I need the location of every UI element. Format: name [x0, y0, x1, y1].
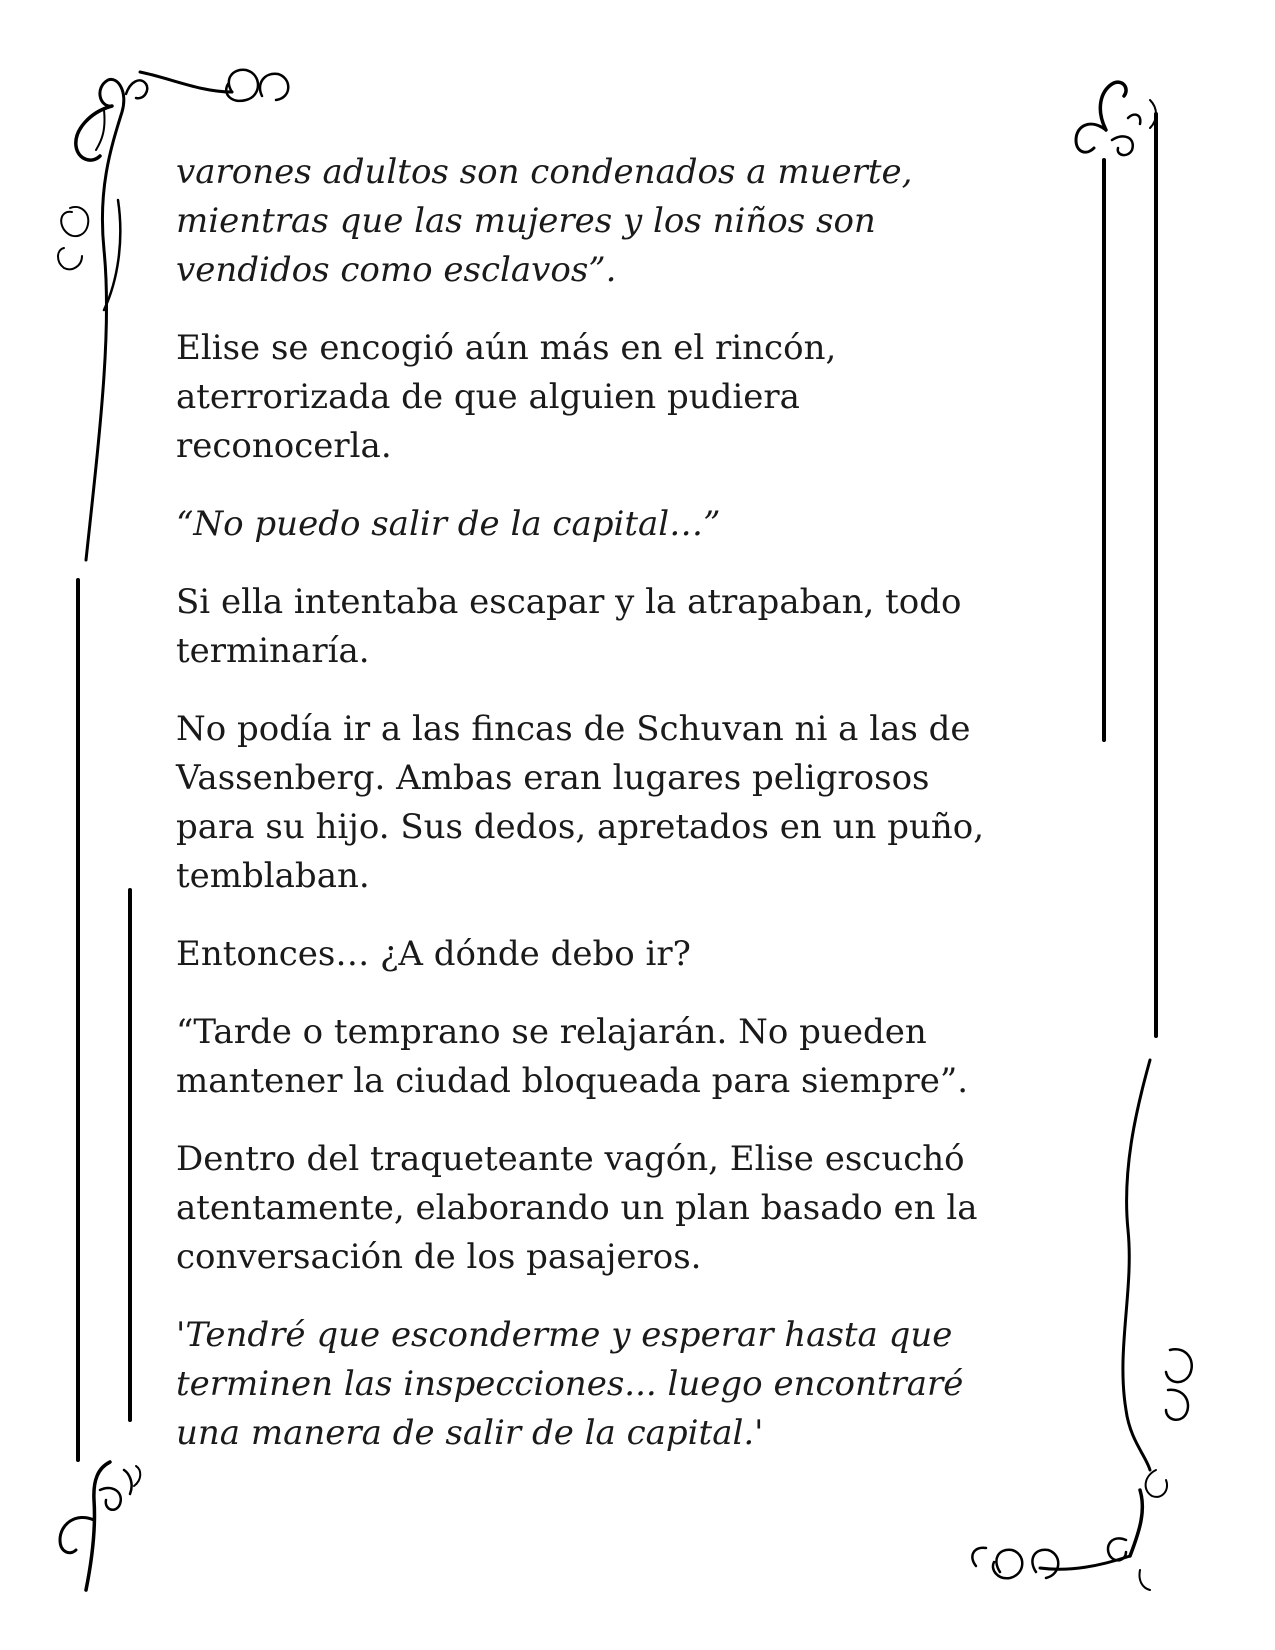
text-line: vendidos como esclavos”. — [176, 250, 617, 290]
text-line: una manera de salir de la capital.' — [176, 1413, 764, 1453]
text-line: terminen las inspecciones... luego encontraré — [176, 1364, 964, 1404]
text-line: “No puedo salir de la capital…” — [176, 504, 721, 544]
paragraph — [176, 1135, 1076, 1282]
text-line: temblaban. — [176, 856, 370, 896]
text-line: No podía ir a las fincas de Schuvan ni a las de — [176, 709, 971, 749]
text-line: reconocerla. — [176, 426, 392, 466]
paragraph — [176, 930, 1076, 979]
text-line: para su hijo. Sus dedos, apretados en un puño, — [176, 807, 985, 847]
text-line: mantener la ciudad bloqueada para siempre”. — [176, 1061, 969, 1101]
text-line: conversación de los pasajeros. — [176, 1237, 702, 1277]
text-line: mientras que las mujeres y los niños son — [176, 201, 876, 241]
paragraph — [176, 578, 1076, 676]
text-line: Si ella intentaba escapar y la atrapaban, todo — [176, 582, 962, 622]
text-line: Dentro del traqueteante vagón, Elise escuchó — [176, 1139, 965, 1179]
bottom-left-flourish-icon — [60, 1462, 140, 1590]
text-line: atentamente, elaborando un plan basado en la — [176, 1188, 978, 1228]
paragraph — [176, 705, 1076, 901]
page-text — [176, 148, 1076, 1487]
paragraph — [176, 324, 1076, 471]
text-line: Elise se encogió aún más en el rincón, — [176, 328, 837, 368]
paragraph — [176, 1008, 1076, 1106]
left-border-lines — [78, 580, 130, 1460]
paragraph — [176, 500, 1076, 549]
text-line: 'Tendré que esconderme y esperar hasta que — [176, 1315, 953, 1355]
text-line: Vassenberg. Ambas eran lugares peligrosos — [176, 758, 930, 798]
top-right-flourish-icon — [1076, 82, 1156, 1036]
text-line: aterrorizada de que alguien pudiera — [176, 377, 800, 417]
text-line: Entonces… ¿A dónde debo ir? — [176, 934, 691, 974]
paragraph — [176, 1311, 1076, 1458]
text-line: “Tarde o temprano se relajarán. No pueden — [176, 1012, 927, 1052]
text-line: varones adultos son condenados a muerte, — [176, 152, 913, 192]
paragraph — [176, 148, 1076, 295]
text-line: terminaría. — [176, 631, 370, 671]
